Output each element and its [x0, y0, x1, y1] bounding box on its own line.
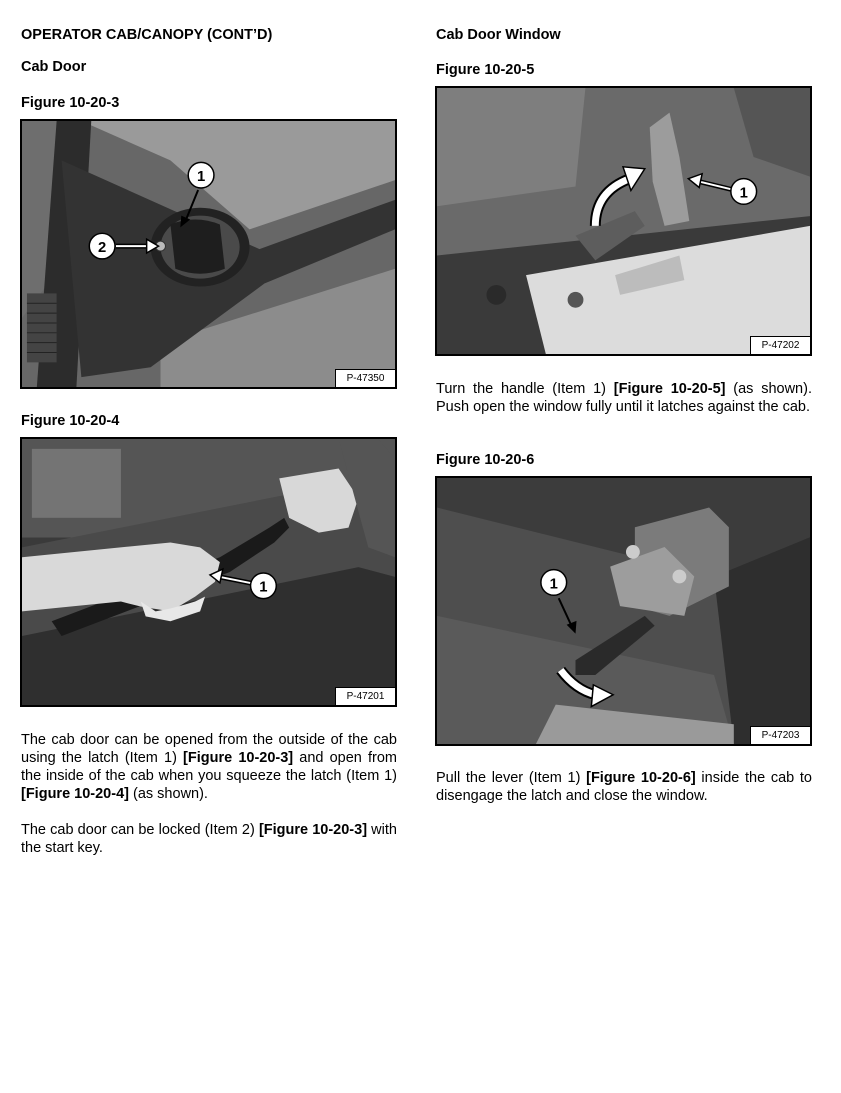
- cab-door-interior-image: [22, 439, 395, 705]
- photo-id-label: P-47201: [335, 687, 395, 705]
- cab-door-heading: Cab Door: [21, 59, 87, 75]
- figure-ref: [Figure 10-20-3]: [183, 750, 294, 766]
- figure-10-20-6-caption: Figure 10-20-6: [436, 452, 535, 468]
- cab-door-window-heading: Cab Door Window: [436, 27, 561, 43]
- para-text: (as shown).: [128, 786, 208, 802]
- figure-10-20-3-caption: Figure 10-20-3: [21, 95, 120, 111]
- figure-10-20-4-caption: Figure 10-20-4: [21, 413, 120, 429]
- figure-10-20-5-photo: [435, 86, 812, 356]
- window-handle-image: [437, 88, 810, 354]
- figure-10-20-5-caption: Figure 10-20-5: [436, 62, 535, 78]
- photo-id-label: P-47202: [750, 336, 810, 354]
- para-text: with the start key.: [21, 822, 397, 856]
- callout-2-label: 2: [98, 240, 107, 257]
- figure-10-20-4-photo: [20, 437, 397, 707]
- section-title: OPERATOR CAB/CANOPY (CONT’D): [21, 27, 273, 43]
- window-latch-lever-image: [437, 478, 810, 744]
- para-text: The cab door can be opened from the outside of the cab using the latch (Item 1): [21, 732, 397, 766]
- para-text: inside the cab to disengage the latch and close the window.: [436, 770, 812, 804]
- para-text: Turn the handle (Item 1): [436, 381, 614, 397]
- cab-door-lock-paragraph: [21, 821, 397, 857]
- para-text: and open from the inside of the cab when you squeeze the latch (Item 1): [21, 750, 397, 784]
- window-open-paragraph: [436, 380, 812, 416]
- callout-1-label: 1: [549, 576, 558, 593]
- figure-10-20-3-photo: [20, 119, 397, 389]
- photo-id-label: P-47203: [750, 726, 810, 744]
- photo-id-label: P-47350: [335, 369, 395, 387]
- figure-ref: [Figure 10-20-4]: [21, 786, 129, 802]
- window-close-paragraph: [436, 769, 812, 805]
- callout-1-label: 1: [739, 185, 748, 202]
- figure-ref: [Figure 10-20-3]: [258, 822, 368, 838]
- figure-ref: [Figure 10-20-6]: [586, 770, 696, 786]
- para-text: The cab door can be locked (Item 2): [21, 822, 259, 838]
- callout-1-label: 1: [259, 579, 268, 596]
- cab-door-exterior-image: [22, 121, 395, 387]
- cab-door-open-paragraph: [21, 731, 397, 803]
- figure-10-20-6-photo: [435, 476, 812, 746]
- para-text: (as shown). Push open the window fully until it latches against the cab.: [436, 381, 812, 415]
- figure-ref: [Figure 10-20-5]: [613, 381, 726, 397]
- para-text: Pull the lever (Item 1): [436, 770, 587, 786]
- callout-1-label: 1: [196, 169, 206, 186]
